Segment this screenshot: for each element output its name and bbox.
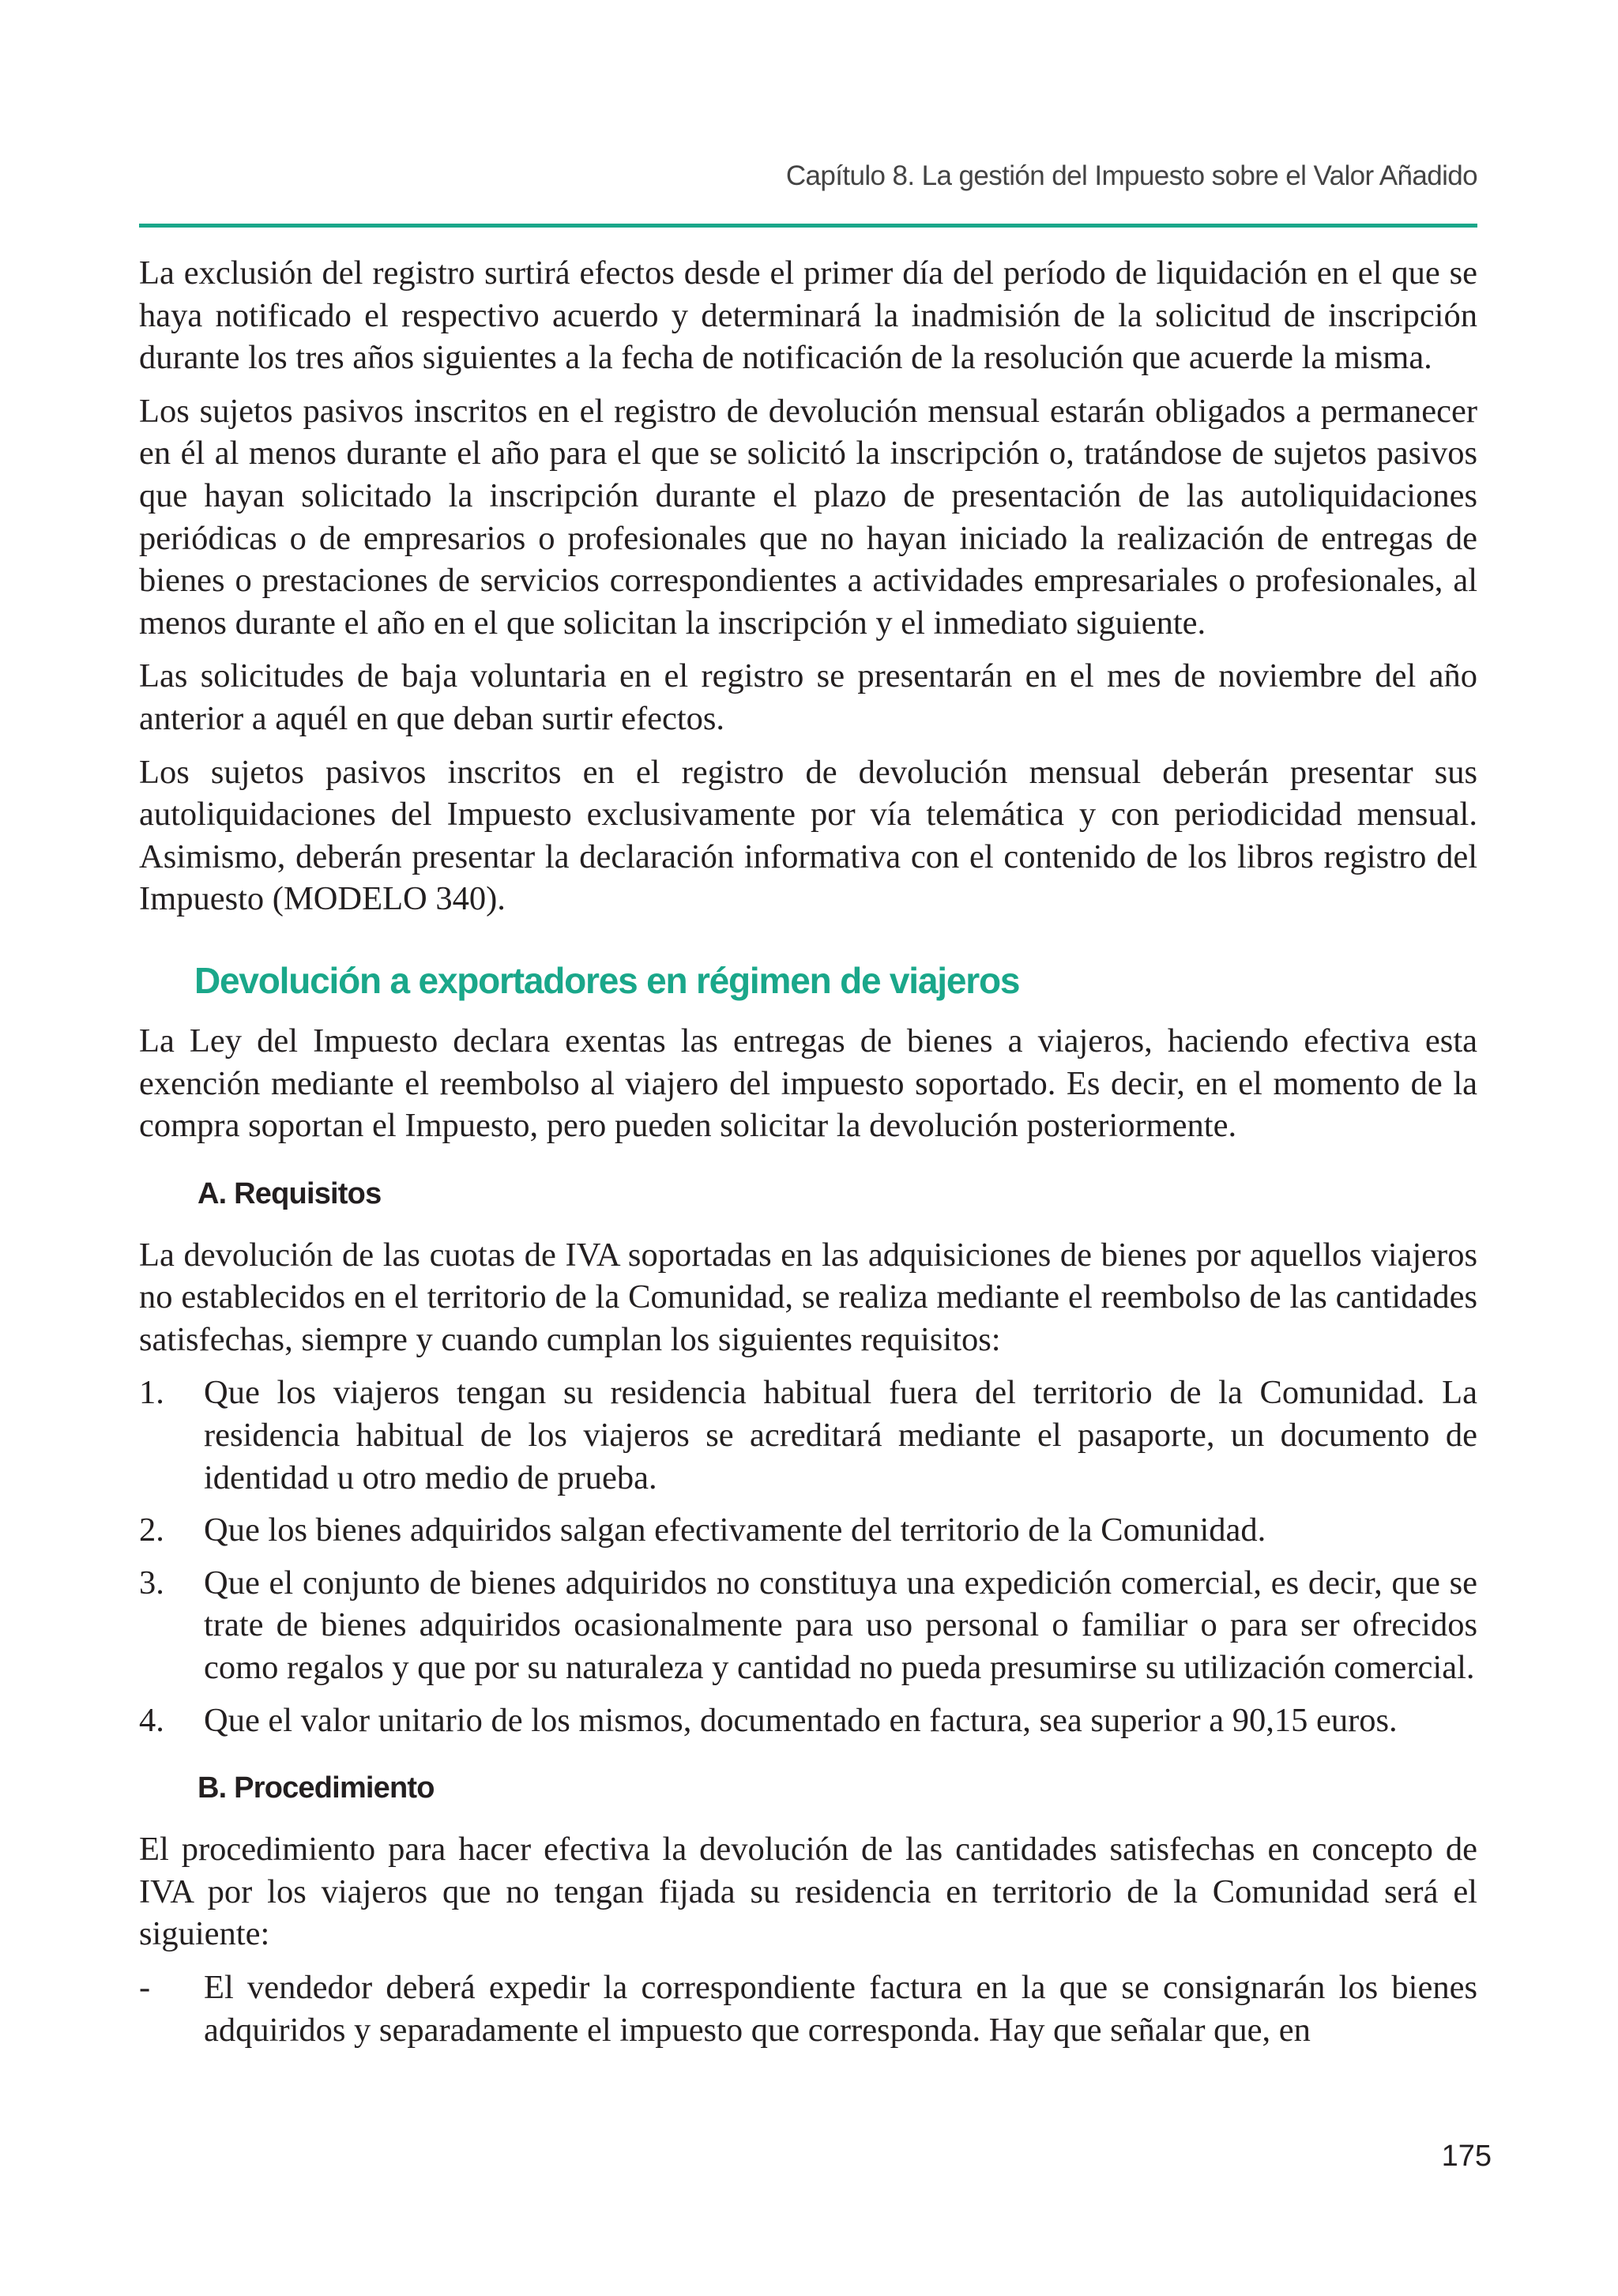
list-item [139, 1967, 1477, 2051]
list-item [139, 1509, 1477, 1552]
list-item-text: El vendedor deberá expedir la correspondiente factura en la que se consignarán los bienes adquiridos y separadamente el impuesto que corresponda. Hay que señalar que, en [204, 1969, 1477, 2049]
paragraph: La exclusión del registro surtirá efectos desde el primer día del período de liquidación en el que se haya notificado el respectivo acuerdo y determinará la inadmisión de la solicitud de inscripción durante los tres años siguientes a la fecha de notificación de la resolución que acuerde la misma. [139, 254, 1477, 377]
procedure-list [139, 1967, 1477, 2051]
list-item-text: Que el conjunto de bienes adquiridos no constituya una expedición comercial, es decir, que se trate de bienes adquiridos ocasionalmente para uso personal o familiar o para ser ofrecidos como regalos y que por su naturaleza y cantidad no pueda presumirse su utilización comercial. [204, 1564, 1477, 1687]
list-item-text: Que los bienes adquiridos salgan efectivamente del territorio de la Comunidad. [204, 1511, 1266, 1549]
list-item-text: Que los viajeros tengan su residencia habitual fuera del territorio de la Comunidad. La residencia habitual de los viajeros se acreditará mediante el pasaporte, un documento de identidad u otro medio de prueba. [204, 1374, 1477, 1496]
paragraph: La devolución de las cuotas de IVA soportadas en las adquisiciones de bienes por aquellos viajeros no establecidos en el territorio de la Comunidad, se realiza mediante el reembolso de las cantidades satisfechas, siempre y cuando cumplan los siguientes requisitos: [139, 1236, 1477, 1358]
list-marker: 1. [139, 1374, 164, 1412]
header-rule [139, 224, 1477, 228]
page-number: 175 [1441, 2140, 1492, 2173]
list-marker: 2. [139, 1511, 164, 1549]
running-header: Capítulo 8. La gestión del Impuesto sobre el Valor Añadido [785, 160, 1477, 191]
list-item-text: Que el valor unitario de los mismos, documentado en factura, sea superior a 90,15 euros. [204, 1701, 1398, 1739]
requirements-list [139, 1372, 1477, 1741]
paragraph: El procedimiento para hacer efectiva la devolución de las cantidades satisfechas en concepto de IVA por los viajeros que no tengan fijada su residencia en territorio de la Comunidad será el siguiente: [139, 1831, 1477, 1953]
list-marker: - [139, 1969, 151, 2006]
list-item [139, 1699, 1477, 1742]
paragraph: Las solicitudes de baja voluntaria en el registro se presentarán en el mes de noviembre del año anterior a aquél en que deban surtir efectos. [139, 657, 1477, 737]
list-marker: 3. [139, 1564, 164, 1602]
list-item [139, 1562, 1477, 1689]
paragraph: Los sujetos pasivos inscritos en el registro de devolución mensual estarán obligados a permanecer en él al menos durante el año para el que se solicitó la inscripción o, tratándose de sujetos pasivos que hayan solicitado la inscripción durante el plazo de presentación de las autoliquidaciones periódicas o de empresarios o profesionales que no hayan iniciado la realización de entregas de bienes o prestaciones de servicios correspondientes a actividades empresariales o profesionales, al menos durante el año en el que solicitan la inscripción y el inmediato siguiente. [139, 392, 1477, 642]
paragraph: La Ley del Impuesto declara exentas las entregas de bienes a viajeros, haciendo efectiva esta exención mediante el reembolso al viajero del impuesto soportado. Es decir, en el momento de la compra soportan el Impuesto, pero pueden solicitar la devolución posteriormente. [139, 1022, 1477, 1145]
section-heading: Devolución a exportadores en régimen de viajeros [194, 959, 1020, 1001]
list-item [139, 1372, 1477, 1499]
list-marker: 4. [139, 1701, 164, 1739]
subsection-heading-requisitos: A. Requisitos [198, 1176, 382, 1210]
subsection-heading-procedimiento: B. Procedimiento [198, 1771, 435, 1805]
body-text [139, 252, 1477, 2061]
paragraph: Los sujetos pasivos inscritos en el registro de devolución mensual deberán presentar sus autoliquidaciones del Impuesto exclusivamente por vía telemática y con periodicidad mensual. Asimismo, deberán presentar la declaración informativa con el contenido de los libros registro del Impuesto (MODELO 340). [139, 753, 1477, 918]
